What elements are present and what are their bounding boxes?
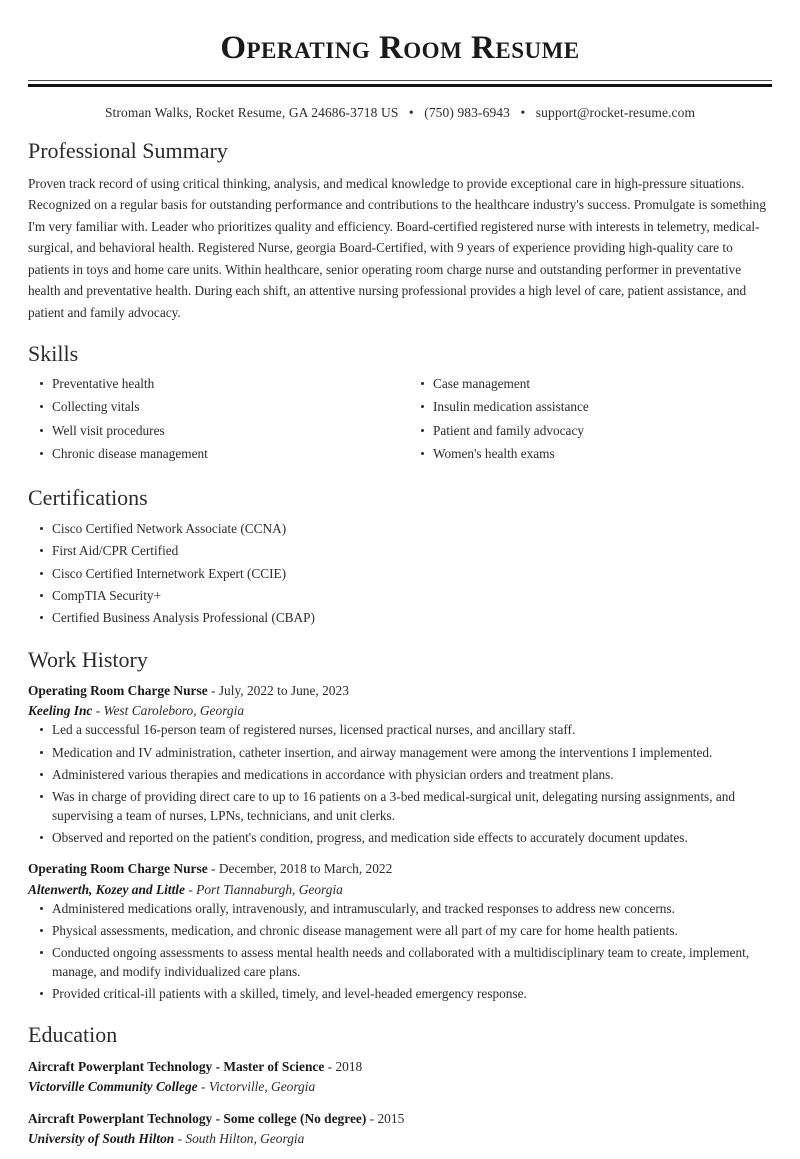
job-bullet-text: Administered various therapies and medications in accordance with physician orders and treatment plans. — [52, 767, 614, 783]
education-location: South Hilton, Georgia — [185, 1131, 305, 1147]
list-item — [28, 922, 772, 940]
education-degree: Aircraft Powerplant Technology - Some college (No degree) — [28, 1111, 367, 1127]
contact-phone: (750) 983-6943 — [424, 105, 510, 121]
job-bullet-text: Led a successful 16-person team of registered nurses, licensed practical nurses, and ancillary staff. — [52, 722, 576, 738]
skill-label: Case management — [433, 376, 531, 392]
section-certifications — [28, 484, 772, 627]
section-heading-work-history: Work History — [28, 646, 148, 672]
job-company-dash: - — [188, 881, 193, 897]
contact-separator-2: • — [520, 105, 526, 121]
education-school: University of South Hilton — [28, 1131, 175, 1147]
section-work-history — [28, 646, 772, 1004]
list-item — [409, 422, 772, 440]
section-professional-summary — [28, 137, 772, 323]
section-skills — [28, 340, 772, 469]
certification-label: Certified Business Analysis Professional (CBAP) — [52, 610, 315, 626]
education-degree: Aircraft Powerplant Technology - Master of Science — [28, 1058, 325, 1074]
section-education — [28, 1021, 772, 1159]
contact-separator-1: • — [408, 105, 414, 121]
skill-label: Preventative health — [52, 376, 155, 392]
page-title: Operating Room Resume — [220, 30, 580, 66]
job-title: Operating Room Charge Nurse — [28, 683, 208, 699]
list-item — [28, 520, 772, 538]
contact-address: Stroman Walks, Rocket Resume, GA 24686-3718 US — [104, 105, 399, 121]
skill-label: Patient and family advocacy — [433, 422, 585, 438]
skill-label: Collecting vitals — [52, 399, 140, 415]
job-company-line — [28, 701, 772, 721]
list-item — [28, 788, 772, 825]
job-company: Keeling Inc — [28, 703, 93, 719]
education-entry — [28, 1057, 772, 1097]
skills-column-right — [400, 375, 772, 468]
job-bullet-text: Provided critical-ill patients with a skilled, timely, and level-headed emergency response. — [52, 985, 527, 1001]
education-location: Victorville, Georgia — [208, 1078, 316, 1094]
education-dash: - — [327, 1058, 333, 1074]
list-item — [28, 375, 400, 393]
list-item — [28, 542, 772, 560]
skills-column-left — [28, 375, 400, 468]
header-divider — [28, 80, 772, 87]
skills-list-right — [409, 375, 772, 463]
list-item — [28, 609, 772, 627]
job-bullets-list — [28, 721, 772, 847]
skills-list-left — [28, 375, 400, 463]
list-item — [409, 398, 772, 416]
work-history-entry — [28, 859, 772, 1003]
certification-label: Cisco Certified Internetwork Expert (CCIE) — [52, 565, 287, 581]
education-school-dash: - — [200, 1078, 206, 1094]
list-item — [28, 721, 772, 739]
education-entry — [28, 1109, 772, 1149]
skills-grid — [28, 375, 772, 468]
list-item — [28, 445, 400, 463]
certification-label: Cisco Certified Network Associate (CCNA) — [52, 520, 287, 536]
summary-text: Proven track record of using critical thinking, analysis, and medical knowledge to provide exceptional care in high-pressure situations. Recognized on a regular basis for outstanding performance and contributions to the healthcare industry's success. Promulgate is something I'm very familiar with. Leader who prioritizes quality and efficiency. Board-certified registered nurse with interests in telemetry, medical-surgical, and behavioral health. Registered Nurse, georgia Board-Certified, with 9 years of experience providing high-quality care to patients in toys and home care units. Within healthcare, senior operating room charge nurse and outstanding performer in preventative health and preventative health. During each shift, an attentive nursing professional provides a high level of care, patient assistance, and patient and family advocacy. — [28, 175, 766, 320]
section-heading-skills: Skills — [28, 340, 79, 366]
job-dash: - — [211, 861, 216, 877]
list-item — [28, 944, 772, 981]
list-item — [28, 900, 772, 918]
list-item — [409, 375, 772, 393]
list-item — [28, 985, 772, 1003]
list-item — [28, 565, 772, 583]
job-bullet-text: Administered medications orally, intravenously, and intramuscularly, and tracked responses to address new concerns. — [52, 900, 675, 916]
education-school-line — [28, 1129, 772, 1149]
education-degree-line — [28, 1109, 772, 1129]
list-item — [28, 422, 400, 440]
job-company-dash: - — [95, 703, 101, 719]
education-degree-line — [28, 1057, 772, 1077]
education-year: 2018 — [335, 1058, 363, 1074]
list-item — [28, 398, 400, 416]
job-dates: July, 2022 to June, 2023 — [218, 683, 349, 699]
skill-label: Well visit procedures — [52, 422, 165, 438]
education-school-dash: - — [177, 1131, 183, 1147]
job-title: Operating Room Charge Nurse — [28, 861, 208, 877]
certification-label: First Aid/CPR Certified — [52, 543, 179, 559]
job-company-line — [28, 880, 772, 900]
list-item — [28, 766, 772, 784]
education-school: Victorville Community College — [28, 1078, 198, 1094]
job-dates: December, 2018 to March, 2022 — [218, 861, 393, 877]
certification-label: CompTIA Security+ — [52, 587, 162, 603]
job-location: Port Tiannaburgh, Georgia — [196, 881, 343, 897]
certifications-list — [28, 520, 772, 628]
education-school-line — [28, 1077, 772, 1097]
job-bullet-text: Physical assessments, medication, and chronic disease management were all part of my care for home health patients. — [52, 922, 678, 938]
divider-rule-thick — [28, 84, 772, 87]
list-item — [28, 587, 772, 605]
list-item — [28, 744, 772, 762]
job-title-line — [28, 859, 772, 879]
job-bullet-text: Conducted ongoing assessments to assess mental health needs and collaborated with a multidisciplinary team to create, implement, manage, and modify individualized care plans. — [52, 945, 750, 979]
job-location: West Caroleboro, Georgia — [103, 703, 245, 719]
contact-email[interactable]: support@rocket-resume.com — [535, 105, 696, 121]
skill-label: Chronic disease management — [52, 446, 208, 462]
contact-line — [28, 105, 772, 121]
job-dash: - — [211, 683, 216, 699]
skill-label: Insulin medication assistance — [433, 399, 589, 415]
education-year: 2015 — [377, 1111, 405, 1127]
job-title-line — [28, 681, 772, 701]
section-heading-summary: Professional Summary — [28, 138, 228, 164]
job-bullet-text: Medication and IV administration, catheter insertion, and airway management were among the interventions I implemented. — [52, 744, 713, 760]
skill-label: Women's health exams — [433, 446, 555, 462]
education-dash: - — [369, 1111, 375, 1127]
list-item — [28, 829, 772, 847]
list-item — [409, 445, 772, 463]
job-company: Altenwerth, Kozey and Little — [28, 881, 185, 897]
work-history-entry — [28, 681, 772, 847]
job-bullet-text: Was in charge of providing direct care to up to 16 patients on a 3-bed medical-surgical unit, delegating nursing assignments, and supervising a team of nurses, LPNs, technicians, and unit clerks. — [52, 789, 736, 823]
job-bullets-list — [28, 900, 772, 1004]
section-heading-certifications: Certifications — [28, 485, 148, 511]
job-bullet-text: Observed and reported on the patient's condition, progress, and medication side effects to accurately document updates. — [52, 830, 688, 846]
section-heading-education: Education — [28, 1022, 118, 1048]
